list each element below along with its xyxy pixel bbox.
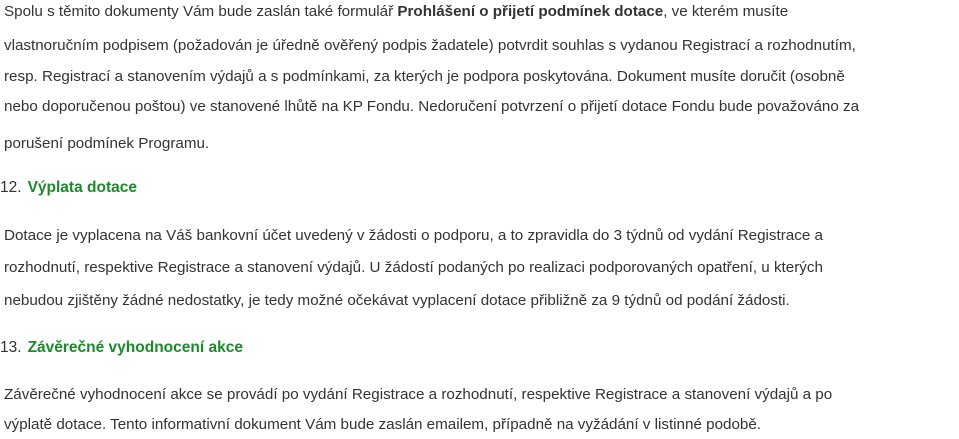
section-13-title: Závěrečné vyhodnocení akce	[27, 339, 243, 356]
section-12-line-2: rozhodnutí, respektive Registrace a stanovení výdajů. U žádostí podaných po realizaci podporovaných opatření, u kterých	[4, 259, 823, 276]
intro-line-1	[4, 2, 788, 22]
section-13-number: 13.	[0, 339, 22, 356]
section-12-number: 12.	[0, 179, 22, 196]
section-12-heading	[0, 177, 137, 199]
section-13-line-2: výplatě dotace. Tento informativní dokument Vám bude zaslán emailem, případně na vyžádání v listinné podobě.	[4, 416, 762, 433]
intro-line-1-pre: Spolu s těmito dokumenty Vám bude zaslán také formulář	[4, 3, 398, 20]
section-13-line-1: Závěrečné vyhodnocení akce se provádí po vydání Registrace a rozhodnutí, respektive Registrace a stanovení výdajů a po	[4, 386, 833, 403]
intro-line-5: porušení podmínek Programu.	[4, 135, 210, 152]
intro-line-4: nebo doporučenou poštou) ve stanovené lhůtě na KP Fondu. Nedoručení potvrzení o přijetí dotace Fondu bude považováno za	[4, 98, 860, 115]
section-13-heading	[0, 337, 243, 359]
intro-line-1-post: , ve kterém musíte	[663, 3, 789, 20]
section-12-line-3: nebudou zjištěny žádné nedostatky, je tedy možné očekávat vyplacení dotace přibližně za 9 týdnů od podání žádosti.	[4, 292, 790, 309]
form-name-bold: Prohlášení o přijetí podmínek dotace	[397, 3, 664, 20]
section-12-title: Výplata dotace	[27, 179, 137, 196]
intro-line-2: vlastnoručním podpisem (požadován je úředně ověřený podpis žadatele) potvrdit souhlas s vydanou Registrací a rozhodnutím,	[4, 37, 856, 54]
intro-line-3: resp. Registrací a stanovením výdajů a s podmínkami, za kterých je podpora poskytována. Dokument musíte doručit (osobně	[4, 68, 845, 85]
section-12-line-1: Dotace je vyplacena na Váš bankovní účet uvedený v žádosti o podporu, a to zpravidla do 3 týdnů od vydání Registrace a	[4, 227, 823, 244]
